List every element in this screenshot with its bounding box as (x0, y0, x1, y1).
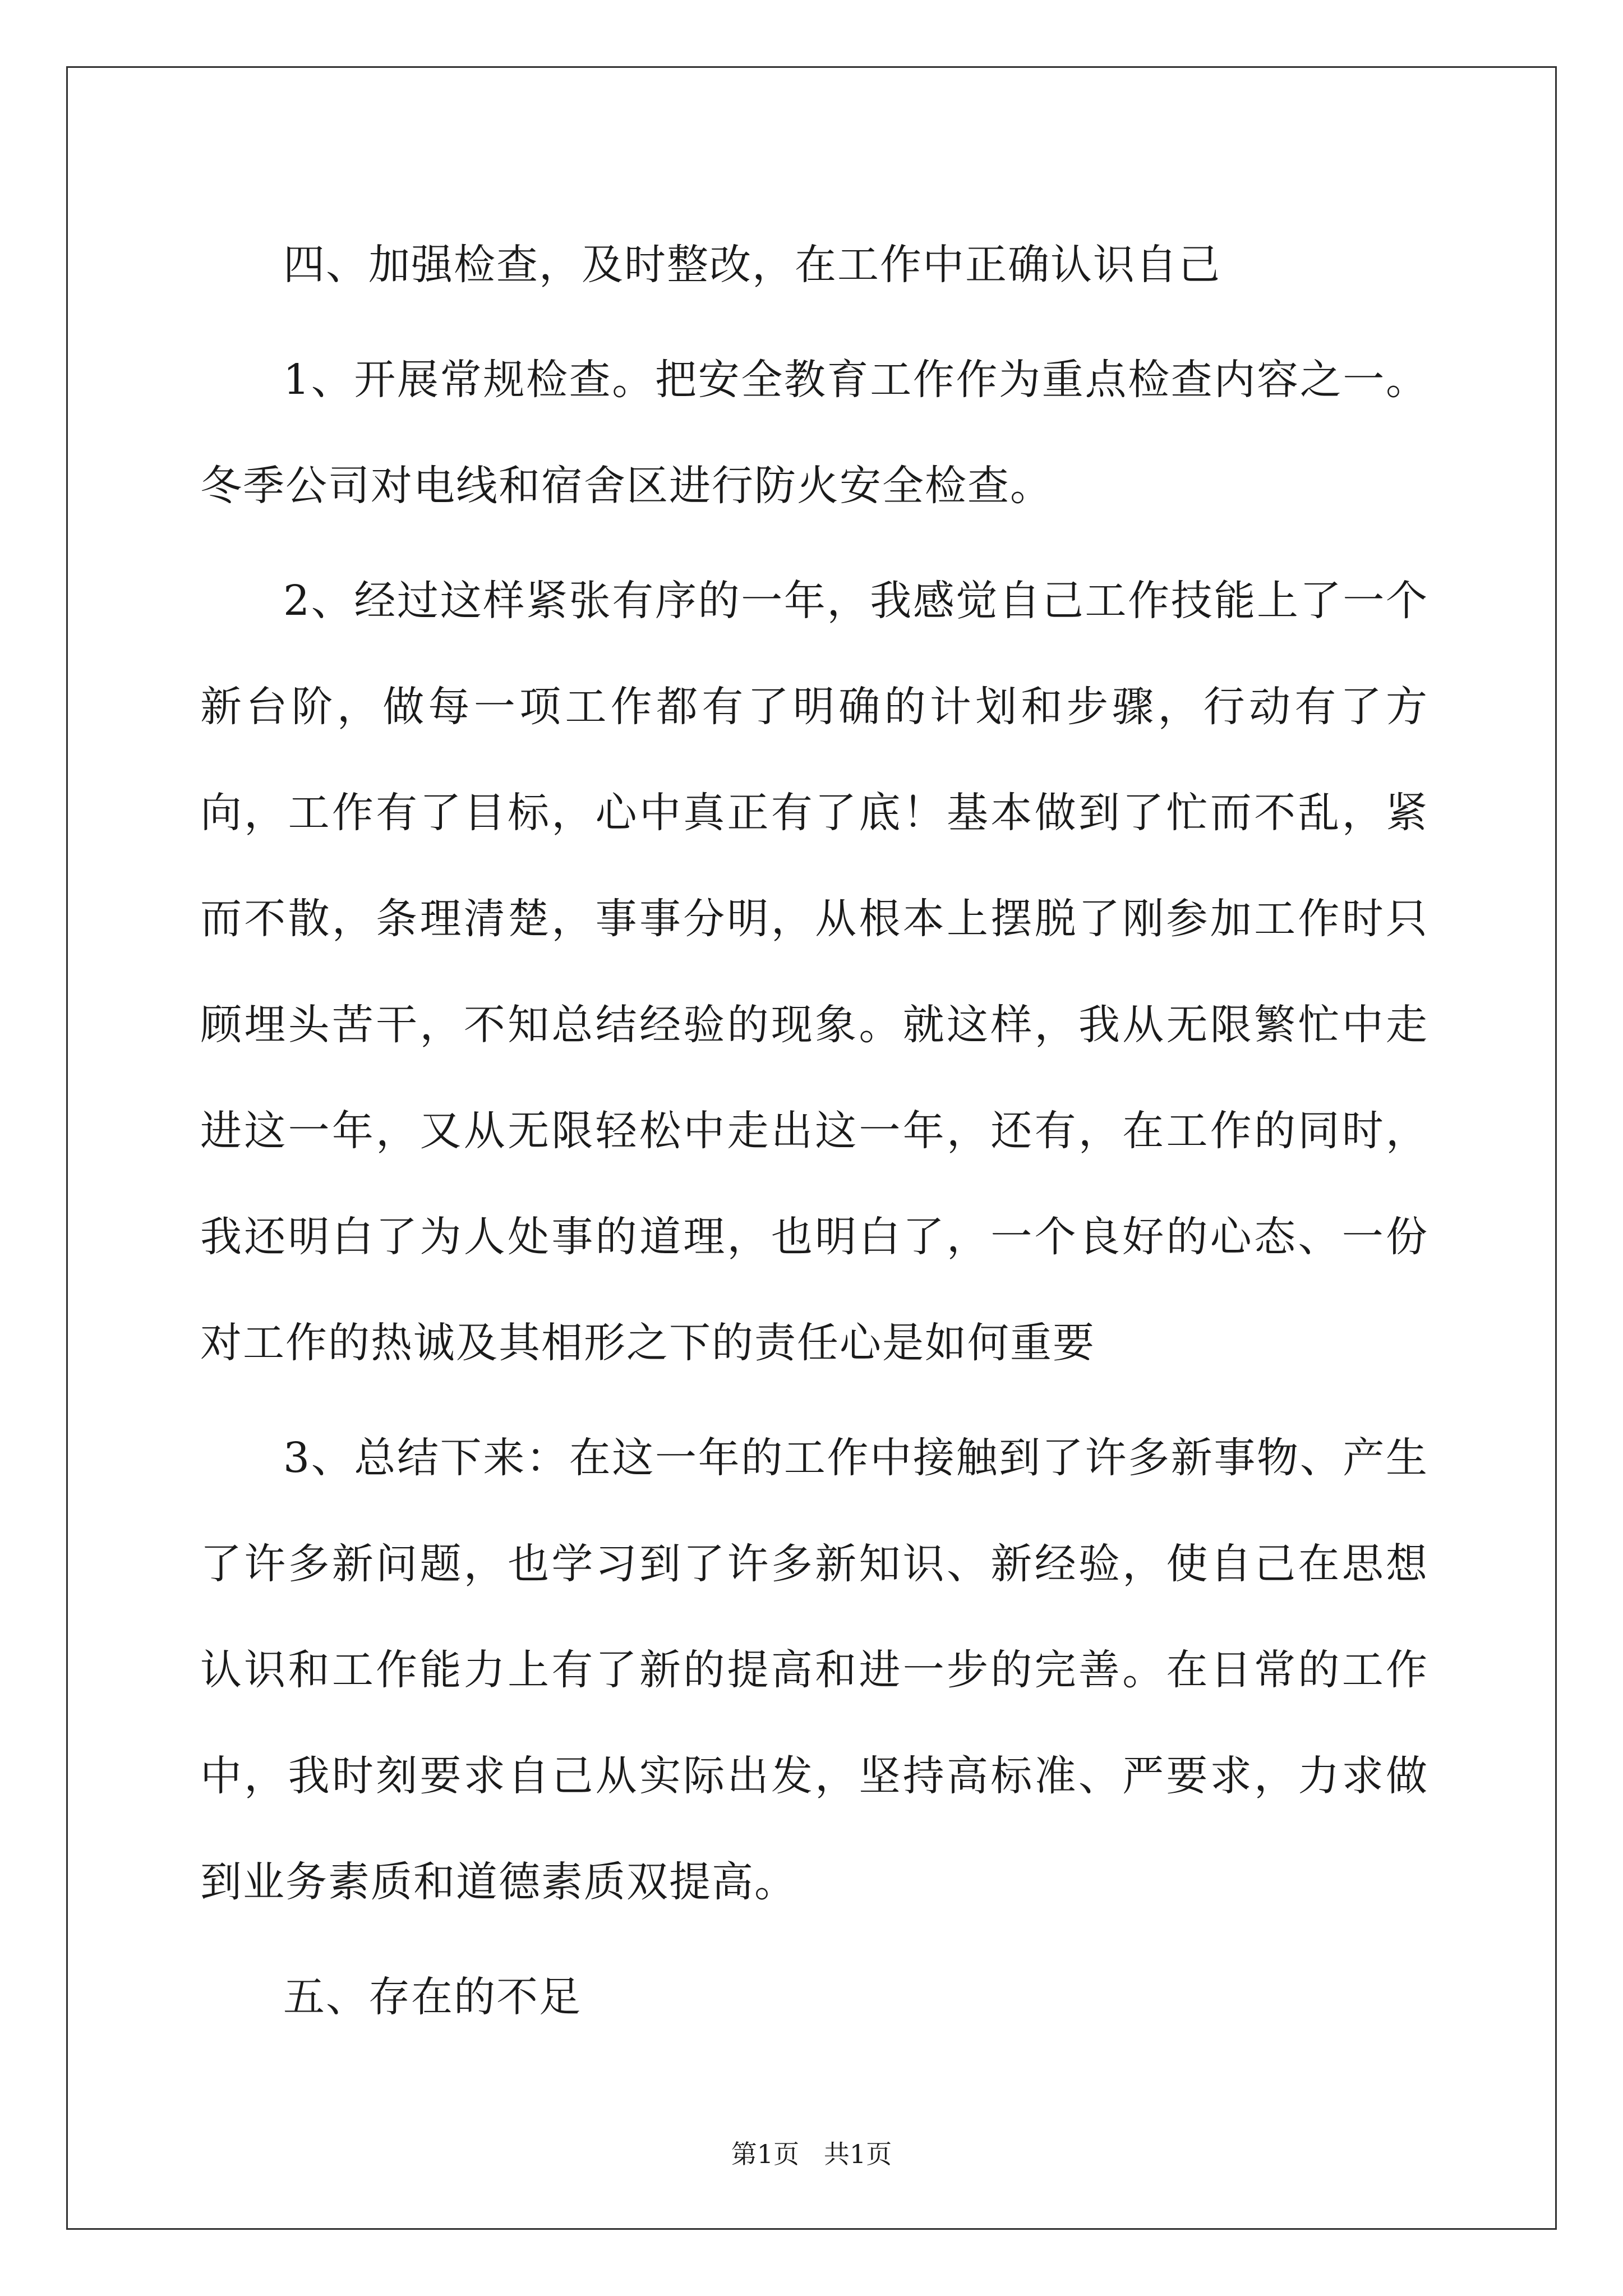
document-body (200, 212, 1428, 2050)
paragraph-item-1: 1、开展常规检查。把安全教育工作作为重点检查内容之一。冬季公司对电线和宿舍区进行防火安全检查。 (200, 356, 1428, 510)
section-heading-4: 四、加强检查，及时整改，在工作中正确认识自己 (283, 241, 1221, 289)
section-heading-5: 五、存在的不足 (283, 1973, 582, 2021)
paragraph-gap (200, 1935, 1428, 1944)
paragraph-gap (200, 318, 1428, 327)
paragraph-item-3: 3、总结下来：在这一年的工作中接触到了许多新事物、产生了许多新问题，也学习到了许多新知识、新经验，使自己在思想认识和工作能力上有了新的提高和进一步的完善。在日常的工作中，我时刻要求自己从实际出发，坚持高标准、严要求，力求做到业务素质和道德素质双提高。 (200, 1434, 1428, 1906)
paragraph-gap (200, 1396, 1428, 1405)
page-number-footer: 第1页 共1页 (731, 2139, 892, 2169)
paragraph-item-2: 2、经过这样紧张有序的一年，我感觉自己工作技能上了一个新台阶，做每一项工作都有了明确的计划和步骤，行动有了方向，工作有了目标，心中真正有了底！基本做到了忙而不乱，紧而不散，条理清楚，事事分明，从根本上摆脱了刚参加工作时只顾埋头苦干，不知总结经验的现象。就这样，我从无限繁忙中走进这一年，又从无限轻松中走出这一年，还有，在工作的同时，我还明白了为人处事的道理，也明白了，一个良好的心态、一份对工作的热诚及其相形之下的责任心是如何重要 (200, 577, 1428, 1367)
paragraph-gap (200, 539, 1428, 548)
